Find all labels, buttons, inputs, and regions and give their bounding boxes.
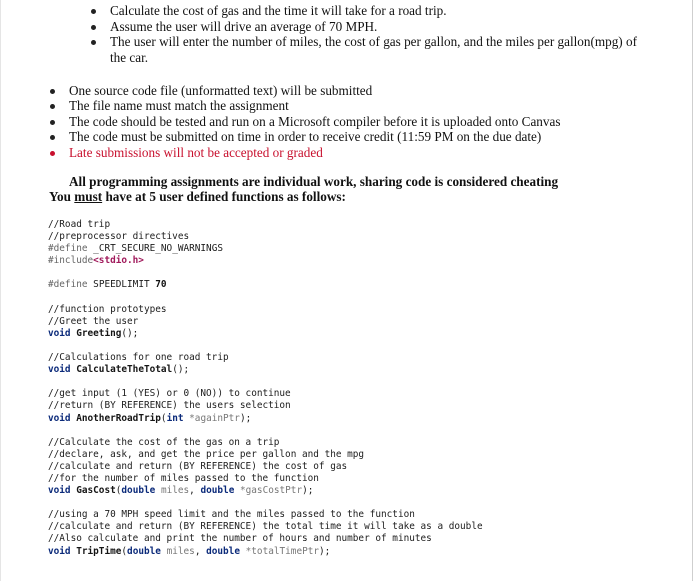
list-item: The user will enter the number of miles, the cost of gas per gallon, and the miles per gallon(mpg) of the car. [110,34,650,65]
bullet-icon [50,151,55,156]
list-item: Assume the user will drive an average of 70 MPH. [110,19,650,35]
page-left-border [0,0,1,581]
bullet-icon [50,120,55,125]
bullet-icon [50,104,55,109]
list-item: The code should be tested and run on a Microsoft compiler before it is uploaded onto Canvas [69,114,669,129]
bullet-icon [91,9,96,14]
submission-rules-list [69,83,669,160]
functions-requirement-statement: You must have at 5 user defined functions as follows: [49,189,346,204]
bullet-icon [50,89,55,94]
bullet-icon [91,25,96,30]
list-item: The code must be submitted on time in order to receive credit (11:59 PM on the due date) [69,129,669,144]
bullet-icon [91,40,96,45]
list-item: Calculate the cost of gas and the time it will take for a road trip. [110,3,650,19]
bullet-icon [50,135,55,140]
page-right-border [692,0,693,581]
list-item: One source code file (unformatted text) will be submitted [69,83,669,98]
requirements-list [110,3,650,65]
list-item: The file name must match the assignment [69,98,669,113]
code-listing: //Road trip //preprocessor directives #define _CRT_SECURE_NO_WARNINGS #include<stdio.h> #define SPEEDLIMIT 70 //function prototypes //Greet the user void Greeting(); //Calculations for one road trip void CalculateTheTotal(); //get input (1 (YES) or 0 (NO)) to continue //return (BY REFERENCE) the users selection void AnotherRoadTrip(int *againPtr); //Calculate the cost of the gas on a trip //declare, ask, and get the price per gallon and the mpg //calculate and return (BY REFERENCE) the cost of gas //for the number of miles passed to the function void GasCost(double miles, double *gasCostPtr); //using a 70 MPH speed limit and the miles passed to the function //calculate and return (BY REFERENCE) the total time it will take as a double //Also calculate and print the number of hours and number of minutes void TripTime(double miles, double *totalTimePtr); [48,219,483,557]
list-item-late-warning: Late submissions will not be accepted or graded [69,145,669,160]
individual-work-statement: All programming assignments are individual work, sharing code is considered cheating [69,174,559,189]
